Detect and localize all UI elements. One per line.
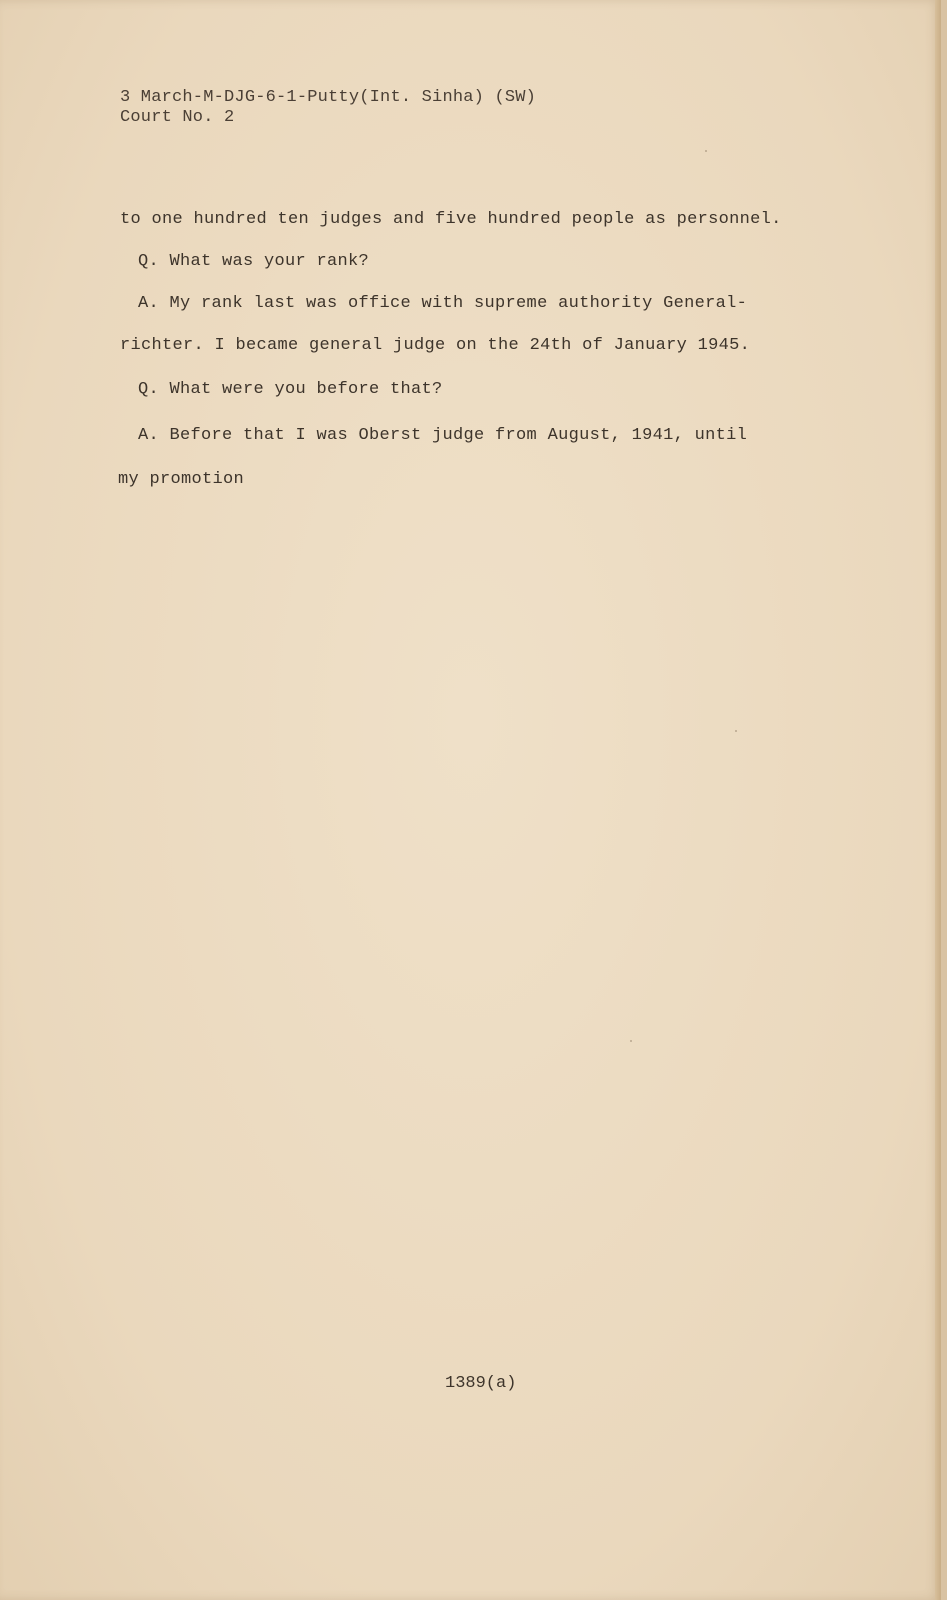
document-header xyxy=(120,88,536,128)
paper-speck xyxy=(705,150,707,152)
answer-before-line-2: my promotion xyxy=(118,470,245,489)
page-number: 1389(a) xyxy=(445,1374,517,1393)
answer-before-line-1: A. Before that I was Oberst judge from August, 1941, until xyxy=(138,426,748,445)
paper-speck xyxy=(630,1040,632,1042)
header-court-number: Court No. 2 xyxy=(120,108,235,127)
answer-rank-line-2: richter. I became general judge on the 24th of January 1945. xyxy=(120,336,751,355)
question-rank: Q. What was your rank? xyxy=(138,252,370,271)
paper-speck xyxy=(735,730,737,732)
question-before: Q. What were you before that? xyxy=(138,380,443,399)
answer-rank-line-1: A. My rank last was office with supreme authority General- xyxy=(138,294,748,313)
page-edge xyxy=(935,0,941,1600)
testimony-line-1: to one hundred ten judges and five hundred people as personnel. xyxy=(120,210,782,229)
header-transcript-reference: 3 March-M-DJG-6-1-Putty(Int. Sinha) (SW) xyxy=(120,88,537,107)
